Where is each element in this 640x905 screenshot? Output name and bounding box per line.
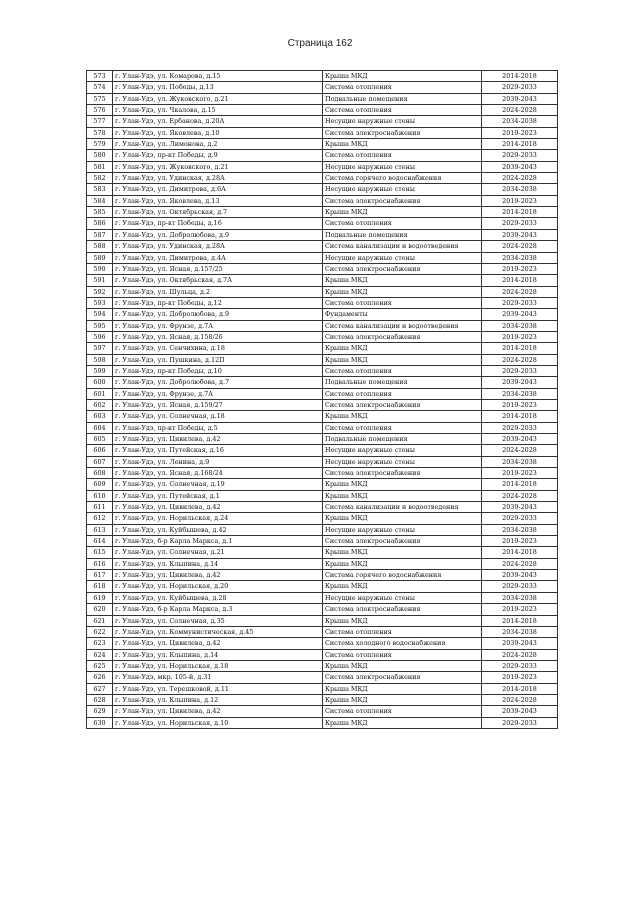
address-cell: г. Улан-Удэ, ул. Цивилева, д.42 — [113, 434, 323, 445]
table-row — [87, 184, 558, 195]
address-cell: г. Улан-Удэ, ул. Добролюбова, д.9 — [113, 309, 323, 320]
row-number-cell: 623 — [87, 638, 113, 649]
address-cell: г. Улан-Удэ, ул. Солнечная, д.19 — [113, 479, 323, 490]
work-type-cell: Несущие наружные стены — [323, 592, 482, 603]
years-cell: 2024-2028 — [482, 105, 558, 116]
row-number-cell: 596 — [87, 331, 113, 342]
work-type-cell: Крыша МКД — [323, 558, 482, 569]
years-cell: 2019-2023 — [482, 536, 558, 547]
work-type-cell: Несущие наружные стены — [323, 161, 482, 172]
address-cell: г. Улан-Удэ, ул. Цивилева, д.42 — [113, 502, 323, 513]
row-number-cell: 606 — [87, 445, 113, 456]
address-cell: г. Улан-Удэ, ул. Жуковского, д.21 — [113, 161, 323, 172]
table-row — [87, 592, 558, 603]
row-number-cell: 584 — [87, 195, 113, 206]
row-number-cell: 620 — [87, 604, 113, 615]
row-number-cell: 587 — [87, 229, 113, 240]
row-number-cell: 590 — [87, 263, 113, 274]
address-cell: г. Улан-Удэ, пр-кт Победы, д.16 — [113, 218, 323, 229]
years-cell: 2034-2038 — [482, 252, 558, 263]
work-type-cell: Крыша МКД — [323, 71, 482, 82]
row-number-cell: 616 — [87, 558, 113, 569]
work-type-cell: Система отопления — [323, 297, 482, 308]
years-cell: 2039-2043 — [482, 377, 558, 388]
row-number-cell: 597 — [87, 343, 113, 354]
years-cell: 2034-2038 — [482, 116, 558, 127]
years-cell: 2039-2043 — [482, 161, 558, 172]
work-type-cell: Крыша МКД — [323, 615, 482, 626]
table-row — [87, 297, 558, 308]
row-number-cell: 622 — [87, 626, 113, 637]
years-cell: 2024-2028 — [482, 490, 558, 501]
table-row — [87, 116, 558, 127]
address-cell: г. Улан-Удэ, ул. Октябрьская, д.7 — [113, 207, 323, 218]
table-row — [87, 638, 558, 649]
address-cell: г. Улан-Удэ, ул. Норильская, д.24 — [113, 513, 323, 524]
table-row — [87, 479, 558, 490]
work-type-cell: Несущие наружные стены — [323, 456, 482, 467]
work-type-cell: Крыша МКД — [323, 343, 482, 354]
row-number-cell: 585 — [87, 207, 113, 218]
years-cell: 2019-2023 — [482, 331, 558, 342]
years-cell: 2034-2038 — [482, 456, 558, 467]
table-row — [87, 536, 558, 547]
table-row — [87, 524, 558, 535]
table-row — [87, 229, 558, 240]
row-number-cell: 578 — [87, 127, 113, 138]
table-row — [87, 570, 558, 581]
address-cell: г. Улан-Удэ, ул. Удинская, д.28А — [113, 173, 323, 184]
address-cell: г. Улан-Удэ, ул. Яковлева, д.10 — [113, 127, 323, 138]
address-cell: г. Улан-Удэ, ул. Октябрьская, д.7А — [113, 275, 323, 286]
address-cell: г. Улан-Удэ, ул. Димитрова, д.4А — [113, 252, 323, 263]
address-cell: г. Улан-Удэ, пр-кт Победы, д.10 — [113, 365, 323, 376]
row-number-cell: 580 — [87, 150, 113, 161]
years-cell: 2029-2033 — [482, 513, 558, 524]
table-row — [87, 93, 558, 104]
row-number-cell: 609 — [87, 479, 113, 490]
address-cell: г. Улан-Удэ, ул. Лимонова, д.2 — [113, 139, 323, 150]
work-type-cell: Система электроснабжения — [323, 127, 482, 138]
table-row — [87, 241, 558, 252]
years-cell: 2024-2028 — [482, 445, 558, 456]
row-number-cell: 588 — [87, 241, 113, 252]
row-number-cell: 600 — [87, 377, 113, 388]
row-number-cell: 573 — [87, 71, 113, 82]
years-cell: 2034-2038 — [482, 626, 558, 637]
years-cell: 2029-2033 — [482, 422, 558, 433]
years-cell: 2024-2028 — [482, 173, 558, 184]
address-cell: г. Улан-Удэ, б-р Карла Маркса, д.1 — [113, 536, 323, 547]
row-number-cell: 624 — [87, 649, 113, 660]
row-number-cell: 625 — [87, 660, 113, 671]
work-type-cell: Система электроснабжения — [323, 263, 482, 274]
table-row — [87, 309, 558, 320]
years-cell: 2029-2033 — [482, 218, 558, 229]
work-type-cell: Крыша МКД — [323, 581, 482, 592]
years-cell: 2039-2043 — [482, 309, 558, 320]
address-cell: г. Улан-Удэ, ул. Клыпина, д.14 — [113, 558, 323, 569]
row-number-cell: 627 — [87, 683, 113, 694]
work-type-cell: Несущие наружные стены — [323, 445, 482, 456]
row-number-cell: 594 — [87, 309, 113, 320]
row-number-cell: 610 — [87, 490, 113, 501]
address-cell: г. Улан-Удэ, ул. Норильская, д.18 — [113, 660, 323, 671]
row-number-cell: 582 — [87, 173, 113, 184]
work-type-cell: Система отопления — [323, 626, 482, 637]
table-row — [87, 139, 558, 150]
years-cell: 2039-2043 — [482, 706, 558, 717]
address-cell: г. Улан-Удэ, мкр. 105-й, д.31 — [113, 672, 323, 683]
address-cell: г. Улан-Удэ, ул. Удинская, д.28А — [113, 241, 323, 252]
years-cell: 2014-2018 — [482, 343, 558, 354]
years-cell: 2024-2028 — [482, 694, 558, 705]
row-number-cell: 629 — [87, 706, 113, 717]
table-row — [87, 207, 558, 218]
table-row — [87, 547, 558, 558]
table-row — [87, 445, 558, 456]
work-type-cell: Крыша МКД — [323, 490, 482, 501]
work-type-cell: Крыша МКД — [323, 694, 482, 705]
row-number-cell: 599 — [87, 365, 113, 376]
years-cell: 2024-2028 — [482, 241, 558, 252]
work-type-cell: Система канализации и водоотведения — [323, 241, 482, 252]
row-number-cell: 614 — [87, 536, 113, 547]
work-type-cell: Система горячего водоснабжения — [323, 173, 482, 184]
years-cell: 2039-2043 — [482, 502, 558, 513]
years-cell: 2019-2023 — [482, 468, 558, 479]
years-cell: 2019-2023 — [482, 127, 558, 138]
table-row — [87, 286, 558, 297]
work-type-cell: Крыша МКД — [323, 411, 482, 422]
years-cell: 2039-2043 — [482, 93, 558, 104]
address-cell: г. Улан-Удэ, ул. Сенчихина, д.18 — [113, 343, 323, 354]
years-cell: 2024-2028 — [482, 558, 558, 569]
row-number-cell: 603 — [87, 411, 113, 422]
row-number-cell: 604 — [87, 422, 113, 433]
years-cell: 2029-2033 — [482, 297, 558, 308]
address-cell: г. Улан-Удэ, ул. Норильская, д.10 — [113, 717, 323, 728]
work-type-cell: Система электроснабжения — [323, 604, 482, 615]
table-row — [87, 672, 558, 683]
table-row — [87, 377, 558, 388]
table-row — [87, 252, 558, 263]
table-row — [87, 502, 558, 513]
work-type-cell: Система электроснабжения — [323, 536, 482, 547]
years-cell: 2014-2018 — [482, 411, 558, 422]
work-type-cell: Крыша МКД — [323, 139, 482, 150]
years-cell: 2014-2018 — [482, 479, 558, 490]
work-type-cell: Система отопления — [323, 365, 482, 376]
table-row — [87, 161, 558, 172]
table-row — [87, 105, 558, 116]
address-cell: г. Улан-Удэ, ул. Фрунзе, д.7А — [113, 320, 323, 331]
row-number-cell: 602 — [87, 399, 113, 410]
table-row — [87, 615, 558, 626]
address-cell: г. Улан-Удэ, ул. Путейская, д.1 — [113, 490, 323, 501]
table-row — [87, 343, 558, 354]
address-cell: г. Улан-Удэ, пр-кт Победы, д.9 — [113, 150, 323, 161]
work-type-cell: Крыша МКД — [323, 683, 482, 694]
address-cell: г. Улан-Удэ, ул. Норильская, д.20 — [113, 581, 323, 592]
row-number-cell: 621 — [87, 615, 113, 626]
work-type-cell: Система отопления — [323, 388, 482, 399]
page-title: Страница 162 — [287, 38, 353, 49]
table-row — [87, 706, 558, 717]
years-cell: 2019-2023 — [482, 672, 558, 683]
row-number-cell: 608 — [87, 468, 113, 479]
years-cell: 2034-2038 — [482, 388, 558, 399]
row-number-cell: 577 — [87, 116, 113, 127]
row-number-cell: 630 — [87, 717, 113, 728]
table-row — [87, 275, 558, 286]
address-cell: г. Улан-Удэ, ул. Цивилева, д.42 — [113, 706, 323, 717]
work-type-cell: Крыша МКД — [323, 717, 482, 728]
years-cell: 2024-2028 — [482, 649, 558, 660]
work-type-cell: Несущие наружные стены — [323, 184, 482, 195]
work-type-cell: Система отопления — [323, 706, 482, 717]
address-cell: г. Улан-Удэ, ул. Клыпина, д.12 — [113, 694, 323, 705]
address-cell: г. Улан-Удэ, ул. Коммунистическая, д.45 — [113, 626, 323, 637]
repair-schedule-table — [86, 70, 558, 729]
work-type-cell: Крыша МКД — [323, 513, 482, 524]
address-cell: г. Улан-Удэ, ул. Клыпина, д.14 — [113, 649, 323, 660]
table-row — [87, 660, 558, 671]
row-number-cell: 628 — [87, 694, 113, 705]
address-cell: г. Улан-Удэ, б-р Карла Маркса, д.3 — [113, 604, 323, 615]
work-type-cell: Система отопления — [323, 649, 482, 660]
address-cell: г. Улан-Удэ, ул. Солнечная, д.21 — [113, 547, 323, 558]
row-number-cell: 576 — [87, 105, 113, 116]
row-number-cell: 595 — [87, 320, 113, 331]
address-cell: г. Улан-Удэ, ул. Цивилева, д.42 — [113, 570, 323, 581]
row-number-cell: 617 — [87, 570, 113, 581]
work-type-cell: Система канализации и водоотведения — [323, 320, 482, 331]
table-row — [87, 581, 558, 592]
work-type-cell: Система отопления — [323, 422, 482, 433]
work-type-cell: Система отопления — [323, 105, 482, 116]
row-number-cell: 589 — [87, 252, 113, 263]
years-cell: 2039-2043 — [482, 638, 558, 649]
row-number-cell: 605 — [87, 434, 113, 445]
table-row — [87, 513, 558, 524]
table-row — [87, 331, 558, 342]
row-number-cell: 574 — [87, 82, 113, 93]
table-row — [87, 150, 558, 161]
years-cell: 2034-2038 — [482, 184, 558, 195]
years-cell: 2014-2018 — [482, 275, 558, 286]
years-cell: 2029-2033 — [482, 581, 558, 592]
address-cell: г. Улан-Удэ, ул. Ясная, д.168/24 — [113, 468, 323, 479]
address-cell: г. Улан-Удэ, ул. Цивилева, д.42 — [113, 638, 323, 649]
address-cell: г. Улан-Удэ, ул. Жуковского, д.21 — [113, 93, 323, 104]
row-number-cell: 592 — [87, 286, 113, 297]
years-cell: 2029-2033 — [482, 150, 558, 161]
row-number-cell: 575 — [87, 93, 113, 104]
table-row — [87, 490, 558, 501]
table-row — [87, 717, 558, 728]
address-cell: г. Улан-Удэ, ул. Солнечная, д.35 — [113, 615, 323, 626]
address-cell: г. Улан-Удэ, ул. Комарова, д.15 — [113, 71, 323, 82]
row-number-cell: 615 — [87, 547, 113, 558]
row-number-cell: 607 — [87, 456, 113, 467]
work-type-cell: Несущие наружные стены — [323, 116, 482, 127]
work-type-cell: Система холодного водоснабжения — [323, 638, 482, 649]
address-cell: г. Улан-Удэ, ул. Ясная, д.158/26 — [113, 331, 323, 342]
work-type-cell: Подвальные помещения — [323, 229, 482, 240]
work-type-cell: Крыша МКД — [323, 547, 482, 558]
work-type-cell: Крыша МКД — [323, 660, 482, 671]
row-number-cell: 611 — [87, 502, 113, 513]
table-row — [87, 388, 558, 399]
table-row — [87, 320, 558, 331]
table-row — [87, 263, 558, 274]
years-cell: 2019-2023 — [482, 263, 558, 274]
work-type-cell: Система канализации и водоотведения — [323, 502, 482, 513]
address-cell: г. Улан-Удэ, ул. Пушкина, д.12П — [113, 354, 323, 365]
address-cell: г. Улан-Удэ, ул. Фрунзе, д.7А — [113, 388, 323, 399]
work-type-cell: Система электроснабжения — [323, 331, 482, 342]
work-type-cell: Крыша МКД — [323, 479, 482, 490]
address-cell: г. Улан-Удэ, пр-кт Победы, д.12 — [113, 297, 323, 308]
row-number-cell: 601 — [87, 388, 113, 399]
address-cell: г. Улан-Удэ, ул. Яковлева, д.13 — [113, 195, 323, 206]
years-cell: 2029-2033 — [482, 717, 558, 728]
row-number-cell: 619 — [87, 592, 113, 603]
years-cell: 2019-2023 — [482, 604, 558, 615]
years-cell: 2034-2038 — [482, 592, 558, 603]
row-number-cell: 618 — [87, 581, 113, 592]
table-row — [87, 195, 558, 206]
table-row — [87, 683, 558, 694]
years-cell: 2014-2018 — [482, 615, 558, 626]
table-row — [87, 694, 558, 705]
work-type-cell: Система отопления — [323, 218, 482, 229]
years-cell: 2014-2018 — [482, 207, 558, 218]
years-cell: 2014-2018 — [482, 71, 558, 82]
address-cell: г. Улан-Удэ, ул. Солнечная, д.18 — [113, 411, 323, 422]
row-number-cell: 593 — [87, 297, 113, 308]
table-row — [87, 365, 558, 376]
address-cell: г. Улан-Удэ, ул. Шульца, д.2 — [113, 286, 323, 297]
work-type-cell: Подвальные помещения — [323, 93, 482, 104]
address-cell: г. Улан-Удэ, ул. Ленина, д.9 — [113, 456, 323, 467]
table-row — [87, 173, 558, 184]
address-cell: г. Улан-Удэ, ул. Путейская, д.16 — [113, 445, 323, 456]
years-cell: 2014-2018 — [482, 683, 558, 694]
work-type-cell: Крыша МКД — [323, 207, 482, 218]
work-type-cell: Система отопления — [323, 150, 482, 161]
table-row — [87, 411, 558, 422]
years-cell: 2019-2023 — [482, 399, 558, 410]
years-cell: 2024-2028 — [482, 354, 558, 365]
table-row — [87, 649, 558, 660]
years-cell: 2014-2018 — [482, 139, 558, 150]
row-number-cell: 586 — [87, 218, 113, 229]
years-cell: 2034-2038 — [482, 320, 558, 331]
years-cell: 2029-2033 — [482, 660, 558, 671]
table-row — [87, 127, 558, 138]
work-type-cell: Фундаменты — [323, 309, 482, 320]
address-cell: г. Улан-Удэ, ул. Куйбышева, д.42 — [113, 524, 323, 535]
address-cell: г. Улан-Удэ, ул. Добролюбова, д.9 — [113, 229, 323, 240]
work-type-cell: Крыша МКД — [323, 286, 482, 297]
row-number-cell: 579 — [87, 139, 113, 150]
address-cell: г. Улан-Удэ, пр-кт Победы, д.5 — [113, 422, 323, 433]
table-row — [87, 399, 558, 410]
work-type-cell: Система электроснабжения — [323, 672, 482, 683]
work-type-cell: Система электроснабжения — [323, 195, 482, 206]
years-cell: 2039-2043 — [482, 434, 558, 445]
work-type-cell: Система электроснабжения — [323, 468, 482, 479]
address-cell: г. Улан-Удэ, ул. Добролюбова, д.7 — [113, 377, 323, 388]
table-row — [87, 422, 558, 433]
row-number-cell: 583 — [87, 184, 113, 195]
row-number-cell: 626 — [87, 672, 113, 683]
table-row — [87, 82, 558, 93]
table-row — [87, 626, 558, 637]
table-row — [87, 71, 558, 82]
table-row — [87, 558, 558, 569]
work-type-cell: Несущие наружные стены — [323, 524, 482, 535]
work-type-cell: Система горячего водоснабжения — [323, 570, 482, 581]
row-number-cell: 598 — [87, 354, 113, 365]
years-cell: 2019-2023 — [482, 195, 558, 206]
address-cell: г. Улан-Удэ, ул. Димитрова, д.6А — [113, 184, 323, 195]
years-cell: 2039-2043 — [482, 229, 558, 240]
work-type-cell: Подвальные помещения — [323, 377, 482, 388]
row-number-cell: 613 — [87, 524, 113, 535]
address-cell: г. Улан-Удэ, ул. Чкалова, д.15 — [113, 105, 323, 116]
row-number-cell: 591 — [87, 275, 113, 286]
years-cell: 2014-2018 — [482, 547, 558, 558]
table-row — [87, 434, 558, 445]
work-type-cell: Система электроснабжения — [323, 399, 482, 410]
years-cell: 2034-2038 — [482, 524, 558, 535]
address-cell: г. Улан-Удэ, ул. Терешковой, д.11 — [113, 683, 323, 694]
work-type-cell: Система отопления — [323, 82, 482, 93]
years-cell: 2039-2043 — [482, 570, 558, 581]
work-type-cell: Крыша МКД — [323, 275, 482, 286]
address-cell: г. Улан-Удэ, ул. Ясная, д.157/25 — [113, 263, 323, 274]
table-row — [87, 456, 558, 467]
table-row — [87, 604, 558, 615]
years-cell: 2029-2033 — [482, 82, 558, 93]
address-cell: г. Улан-Удэ, ул. Победы, д.13 — [113, 82, 323, 93]
years-cell: 2029-2033 — [482, 365, 558, 376]
address-cell: г. Улан-Удэ, ул. Куйбышева, д.28 — [113, 592, 323, 603]
table-row — [87, 354, 558, 365]
years-cell: 2024-2028 — [482, 286, 558, 297]
address-cell: г. Улан-Удэ, ул. Ясная, д.159/27 — [113, 399, 323, 410]
work-type-cell: Крыша МКД — [323, 354, 482, 365]
row-number-cell: 612 — [87, 513, 113, 524]
address-cell: г. Улан-Удэ, ул. Ербанова, д.20А — [113, 116, 323, 127]
row-number-cell: 581 — [87, 161, 113, 172]
table-row — [87, 218, 558, 229]
table-body — [87, 71, 558, 729]
work-type-cell: Несущие наружные стены — [323, 252, 482, 263]
table-row — [87, 468, 558, 479]
work-type-cell: Подвальные помещения — [323, 434, 482, 445]
